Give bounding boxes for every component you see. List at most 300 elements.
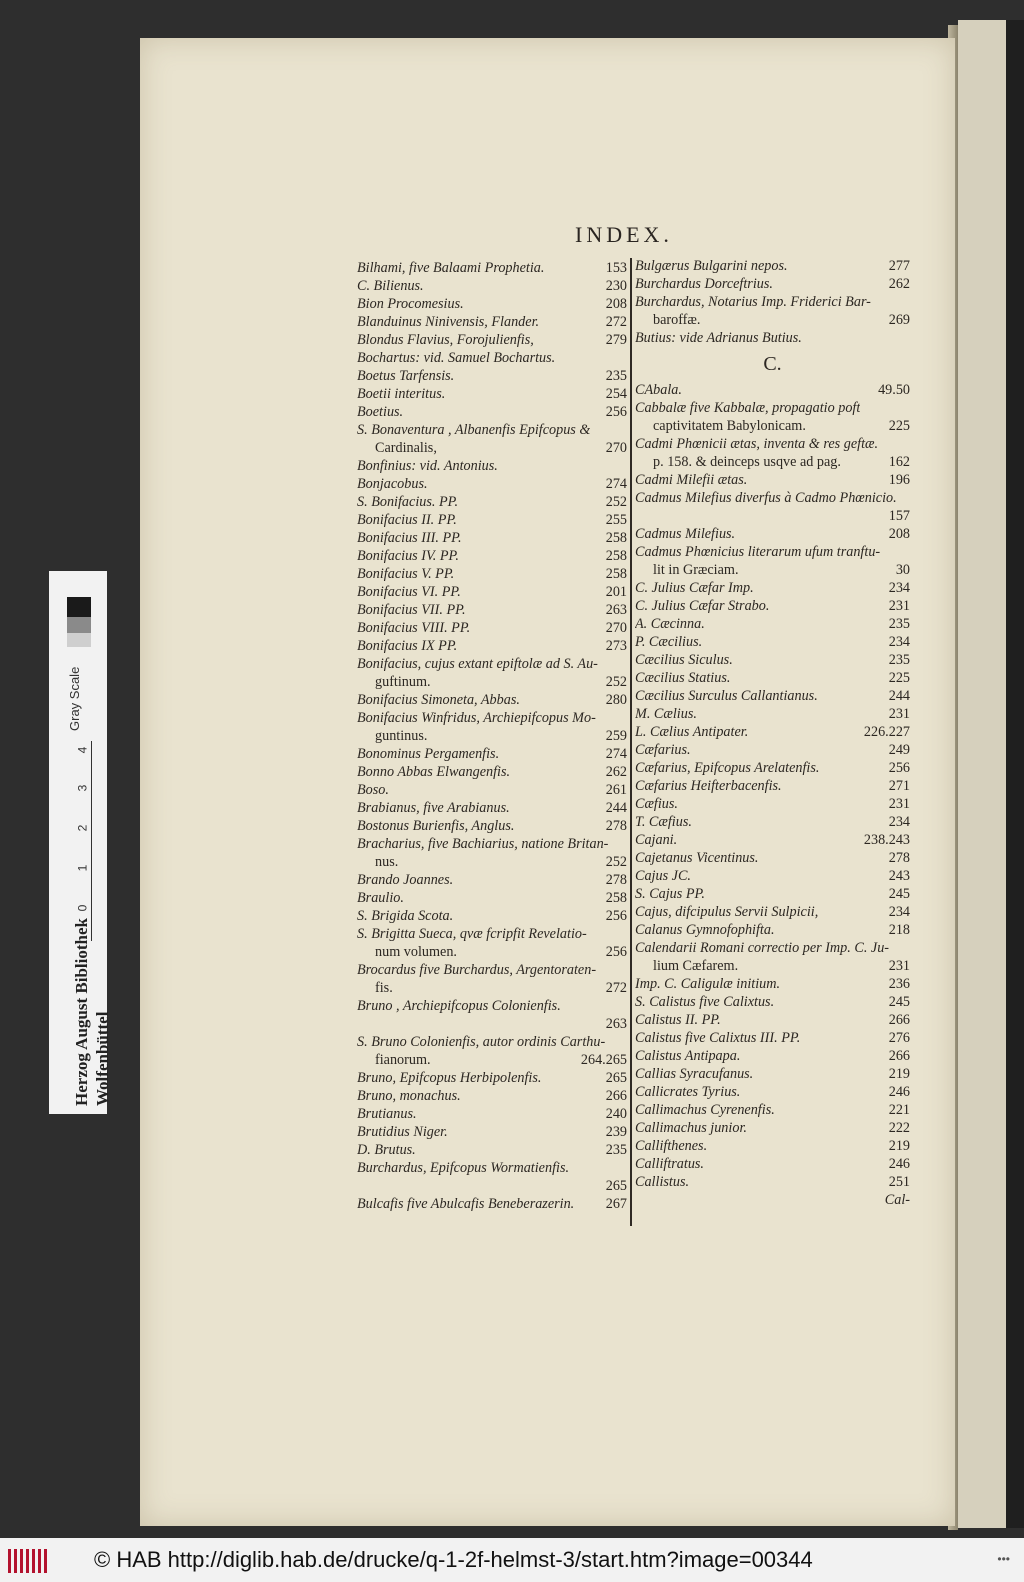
entry-page-number: 273 [605,638,627,654]
index-entry [635,831,910,849]
entry-page-number: 238.243 [863,832,910,848]
index-entry [357,691,627,709]
entry-page-number: 271 [888,778,910,794]
entry-page-number: 49.50 [878,382,910,398]
ruler-number: 0 [75,904,90,912]
entry-page-number: 235 [605,1142,627,1158]
index-entry [357,925,627,943]
entry-term: Braulio. [357,890,404,906]
entry-page-number: 244 [888,688,910,704]
entry-page-number: 267 [605,1196,627,1212]
entry-page-number: 279 [605,332,627,348]
entry-page-number: 272 [605,980,627,996]
entry-text: fis. [375,980,393,996]
ruler-number: 2 [75,824,90,832]
entry-term: Cadmi Phœnicii ætas, inventa & res geftæ. [635,436,879,452]
entry-term: Cadmus Milefius diverfus à Cadmo Phœnicio. [635,490,897,506]
index-entry [357,781,627,799]
entry-page-number: 263 [605,1016,627,1032]
entry-page-number: 196 [888,472,910,488]
entry-page-number: 259 [605,728,627,744]
index-entry [357,295,627,313]
gray-patch-mid [67,617,91,633]
entry-page-number: 264.265 [580,1052,627,1068]
index-entry [635,885,910,903]
page-title: INDEX. [575,222,673,247]
entry-page-number: 235 [888,616,910,632]
index-entry [357,1033,627,1051]
index-entry [635,399,910,417]
index-entry [357,601,627,619]
column-divider [630,258,632,1226]
entry-page-number: 234 [888,904,910,920]
entry-term: Calistus Antipapa. [635,1048,741,1064]
index-entry [357,1087,627,1105]
entry-text: lit in Græciam. [653,562,739,578]
index-entry [635,813,910,831]
entry-page-number: 277 [888,258,910,274]
entry-page-number: 266 [605,1088,627,1104]
entry-text: p. 158. & deinceps usqve ad pag. [653,454,841,470]
index-entry [635,1101,910,1119]
entry-page-number: 252 [605,854,627,870]
entry-term: Calliftratus. [635,1156,704,1172]
entry-page-number: 278 [605,818,627,834]
index-entry [635,257,910,275]
index-entry [635,633,910,651]
entry-page-number: 276 [888,1030,910,1046]
entry-page-number: 234 [888,634,910,650]
index-entry [635,1119,910,1137]
index-entry [635,1173,910,1191]
entry-page-number: 274 [605,746,627,762]
index-entry [635,381,910,399]
entry-text: guftinum. [375,674,431,690]
entry-page-number: 236 [888,976,910,992]
index-entry [357,511,627,529]
entry-term: Bion Procomesius. [357,296,464,312]
index-entry [357,475,627,493]
entry-term: Bruno, Epifcopus Herbipolenfis. [357,1070,542,1086]
entry-term: Callifthenes. [635,1138,708,1154]
entry-page-number: 231 [888,958,910,974]
entry-term: S. Cajus PP. [635,886,705,902]
index-entry [357,961,627,979]
entry-page-number: 246 [888,1084,910,1100]
entry-term: Cæfarius, Epifcopus Arelatenfis. [635,760,820,776]
index-entry [357,817,627,835]
entry-term: Cajetanus Vicentinus. [635,850,759,866]
entry-page-number: 230 [605,278,627,294]
entry-term: S. Bruno Colonienfis, autor ordinis Carthu- [357,1034,606,1050]
gray-patch-dark [67,597,91,617]
entry-page-number: 221 [888,1102,910,1118]
index-entry [357,907,627,925]
entry-term: Bochartus: vid. Samuel Bochartus. [357,350,556,366]
entry-term: Bonfinius: vid. Antonius. [357,458,498,474]
entry-term: Bracharius, five Bachiarius, natione Britan- [357,836,609,852]
entry-term: Bostonus Burienfis, Anglus. [357,818,515,834]
entry-page-number: 239 [605,1124,627,1140]
entry-page-number: 234 [888,814,910,830]
entry-term: Cadmus Phœnicius literarum ufum tranftu- [635,544,881,560]
entry-page-number: 222 [888,1120,910,1136]
entry-term: Brutianus. [357,1106,417,1122]
entry-page-number: 266 [888,1012,910,1028]
index-entry [357,313,627,331]
entry-page-number: 225 [888,670,910,686]
index-entry [357,421,627,439]
more-icon[interactable]: ••• [997,1552,1010,1566]
entry-term: Brutidius Niger. [357,1124,448,1140]
index-entry [357,997,627,1015]
entry-term: Brabianus, five Arabianus. [357,800,510,816]
entry-page-number: 270 [605,620,627,636]
entry-term: Cæcilius Siculus. [635,652,733,668]
entry-page-number: 256 [605,404,627,420]
entry-term: S. Brigida Scota. [357,908,454,924]
entry-page-number: 157 [888,508,910,524]
index-entry [357,277,627,295]
entry-term: Cadmus Milefius. [635,526,736,542]
entry-page-number: 270 [605,440,627,456]
entry-term: M. Cælius. [635,706,697,722]
entry-page-number: 262 [888,276,910,292]
entry-term: Bonifacius II. PP. [357,512,457,528]
entry-term: Boetii interitus. [357,386,446,402]
index-entry [635,1083,910,1101]
index-entry [357,619,627,637]
entry-term: Bonno Abbas Elwangenfis. [357,764,511,780]
entry-page-number: 251 [888,1174,910,1190]
index-entry [357,385,627,403]
entry-page-number: 266 [888,1048,910,1064]
gray-scale-label: Gray Scale [67,666,82,731]
index-entry [635,993,910,1011]
entry-term: Bulcafis five Abulcafis Beneberazerin. [357,1196,575,1212]
entry-term: Calistus II. PP. [635,1012,721,1028]
entry-term: Boetius. [357,404,404,420]
index-entry [357,835,627,853]
entry-page-number: 258 [605,530,627,546]
entry-term: Callimachus junior. [635,1120,747,1136]
entry-page-number: 278 [888,850,910,866]
entry-continuation [357,673,627,691]
entry-term: Bonifacius VIII. PP. [357,620,471,636]
index-entry [635,543,910,561]
entry-term: Bonifacius Winfridus, Archiepifcopus Mo- [357,710,596,726]
entry-page-number: 256 [605,908,627,924]
entry-page-number: 225 [888,418,910,434]
entry-continuation [357,1051,627,1069]
index-entry [635,1029,910,1047]
entry-term: Cæfarius Heifterbacenfis. [635,778,782,794]
entry-term: Cæfarius. [635,742,691,758]
index-entry [635,1011,910,1029]
entry-term: Callias Syracufanus. [635,1066,754,1082]
index-entry [635,1155,910,1173]
entry-term: Cajani. [635,832,678,848]
entry-term: C. Bilienus. [357,278,424,294]
entry-term: S. Calistus five Calixtus. [635,994,775,1010]
index-entry [635,1047,910,1065]
entry-term: Burchardus Dorceftrius. [635,276,773,292]
entry-continuation [357,727,627,745]
entry-page-number: 235 [888,652,910,668]
index-entry [357,889,627,907]
index-column-right [635,257,910,1209]
entry-term: Cæfius. [635,796,678,812]
index-entry [635,741,910,759]
index-entry [635,795,910,813]
entry-page-number: 219 [888,1138,910,1154]
entry-page-number: 231 [888,598,910,614]
entry-page-number: 231 [888,706,910,722]
entry-page-number: 201 [605,584,627,600]
entry-continuation [635,311,910,329]
entry-term: S. Bonaventura , Albanenfis Epifcopus & [357,422,591,438]
entry-term: Bonifacius IV. PP. [357,548,459,564]
entry-text: fianorum. [375,1052,431,1068]
index-entry [635,921,910,939]
entry-term: Bonifacius V. PP. [357,566,455,582]
ruler-number: 1 [75,864,90,872]
entry-term: S. Brigitta Sueca, qvæ fcripfit Revelatio- [357,926,587,942]
entry-continuation [635,417,910,435]
entry-page-number: 231 [888,796,910,812]
entry-term: Boso. [357,782,389,798]
entry-term: L. Cælius Antipater. [635,724,749,740]
entry-term: Calanus Gymnofophifta. [635,922,775,938]
index-entry [635,1065,910,1083]
entry-term: Boetus Tarfensis. [357,368,455,384]
index-entry [635,471,910,489]
index-entry [357,547,627,565]
entry-page-number: 245 [888,994,910,1010]
index-entry [635,687,910,705]
entry-page-number: 244 [605,800,627,816]
entry-continuation [635,957,910,975]
entry-text: num volumen. [375,944,457,960]
entry-page-number: 278 [605,872,627,888]
index-entry [357,1159,627,1177]
index-entry [635,275,910,293]
entry-term: S. Bonifacius. PP. [357,494,459,510]
entry-term: Bonominus Pergamenfis. [357,746,500,762]
entry-term: Burchardus, Notarius Imp. Friderici Bar- [635,294,871,310]
index-entry [357,529,627,547]
entry-text: baroffæ. [653,312,701,328]
entry-continuation [357,979,627,997]
entry-term: Bilhami, five Balaami Prophetia. [357,260,545,276]
entry-page-number: 208 [888,526,910,542]
index-entry [635,615,910,633]
index-entry [635,867,910,885]
entry-page-number: 262 [605,764,627,780]
index-entry [635,903,910,921]
index-entry [635,329,910,347]
index-entry [357,799,627,817]
entry-term: Imp. C. Caligulæ initium. [635,976,781,992]
entry-page-number: 265 [605,1178,627,1194]
entry-term: Brando Joannes. [357,872,454,888]
entry-term: Cabbalæ five Kabbalæ, propagatio poft [635,400,861,416]
entry-term: Bonifacius VI. PP. [357,584,461,600]
section-letter: C. [763,353,782,375]
entry-term: Bonifacius VII. PP. [357,602,466,618]
entry-page-number: 258 [605,566,627,582]
entry-page-number: 162 [888,454,910,470]
index-entry [357,763,627,781]
entry-page-number: 246 [888,1156,910,1172]
index-entry [357,403,627,421]
entry-term: CAbala. [635,382,682,398]
index-entry [357,259,627,277]
entry-continuation [635,453,910,471]
entry-term: Butius: vide Adrianus Butius. [635,330,802,346]
entry-term: T. Cæfius. [635,814,692,830]
entry-text: captivitatem Babylonicam. [653,418,806,434]
entry-term: Bulgærus Bulgarini nepos. [635,258,788,274]
index-entry [357,1141,627,1159]
hab-logo-icon [6,1545,58,1575]
entry-term: Bonifacius III. PP. [357,530,462,546]
catchword: Cal- [884,1192,910,1208]
entry-term: Callicrates Tyrius. [635,1084,741,1100]
entry-term: C. Julius Cæfar Imp. [635,580,754,596]
index-entry [357,745,627,763]
entry-term: Bonifacius, cujus extant epiftolæ ad S. Au- [357,656,598,672]
index-entry [635,525,910,543]
index-entry [357,367,627,385]
index-entry [357,457,627,475]
ruler-number: 4 [75,746,90,754]
index-entry [357,871,627,889]
index-entry [635,1137,910,1155]
entry-term: Bruno, monachus. [357,1088,461,1104]
index-entry [635,293,910,311]
index-entry [357,583,627,601]
entry-page-number: 243 [888,868,910,884]
entry-term: Bonifacius Simoneta, Abbas. [357,692,520,708]
index-entry [357,331,627,349]
entry-term: D. Brutus. [357,1142,416,1158]
index-entry [357,709,627,727]
entry-page-number: 265 [605,1070,627,1086]
entry-page-number: 235 [605,368,627,384]
index-entry [357,349,627,367]
entry-page-number: 255 [605,512,627,528]
entry-page-number: 256 [888,760,910,776]
entry-term: A. Cæcinna. [635,616,705,632]
entry-term: Cadmi Milefii ætas. [635,472,748,488]
entry-term: Callistus. [635,1174,690,1190]
entry-term: Blanduinus Ninivensis, Flander. [357,314,540,330]
entry-term: Burchardus, Epifcopus Wormatienfis. [357,1160,570,1176]
entry-term: Bruno , Archiepifcopus Colonienfis. [357,998,561,1014]
entry-page-number: 258 [605,548,627,564]
entry-page-number: 252 [605,674,627,690]
entry-term: Bonjacobus. [357,476,428,492]
entry-term: Cajus, difcipulus Servii Sulpicii, [635,904,819,920]
ruler [91,741,100,941]
entry-page-number: 218 [888,922,910,938]
library-name: Herzog August Bibliothek [72,918,91,1106]
entry-term: P. Cæcilius. [635,634,703,650]
entry-text: guntinus. [375,728,428,744]
library-city: Wolfenbüttel [93,1011,112,1106]
index-entry [635,759,910,777]
source-url[interactable]: © HAB http://diglib.hab.de/drucke/q-1-2f-helmst-3/start.htm?image=00344 [94,1547,813,1572]
entry-continuation [357,853,627,871]
index-entry [357,637,627,655]
footer-bar [0,1538,1024,1582]
entry-term: Blondus Flavius, Forojulienfis, [357,332,534,348]
ruler-number: 3 [75,784,90,792]
entry-page-number: 249 [888,742,910,758]
index-entry [357,1105,627,1123]
entry-page-number: 280 [605,692,627,708]
entry-page-number: 261 [605,782,627,798]
entry-page-number: 256 [605,944,627,960]
gray-patch-light [67,633,91,647]
entry-text: nus. [375,854,399,870]
entry-term: Callimachus Cyrenenfis. [635,1102,775,1118]
index-entry [357,1123,627,1141]
entry-term: Brocardus five Burchardus, Argentoraten- [357,962,597,978]
entry-page-number: 258 [605,890,627,906]
entry-term: C. Julius Cæfar Strabo. [635,598,770,614]
entry-continuation [357,439,627,457]
index-entry [357,1069,627,1087]
entry-page-number: 254 [605,386,627,402]
entry-page-number: 208 [605,296,627,312]
index-entry [635,669,910,687]
entry-term: Calendarii Romani correctio per Imp. C. Ju- [635,940,890,956]
entry-page-number: 272 [605,314,627,330]
entry-page-number: 153 [605,260,627,276]
index-entry [635,489,910,507]
entry-term: Cæcilius Surculus Callantianus. [635,688,818,704]
index-column-left [357,259,627,1213]
index-entry [357,493,627,511]
entry-continuation [357,943,627,961]
index-entry [635,597,910,615]
entry-term: Bonifacius IX PP. [357,638,458,654]
entry-page-number: 252 [605,494,627,510]
index-entry [635,975,910,993]
entry-page-number: 245 [888,886,910,902]
index-entry [357,655,627,673]
entry-text: Cardinalis, [375,440,437,456]
entry-page-number: 219 [888,1066,910,1082]
index-entry [635,849,910,867]
entry-page-number: 263 [605,602,627,618]
index-entry [635,705,910,723]
index-entry [357,565,627,583]
entry-page-number: 30 [895,562,910,578]
entry-page-number: 240 [605,1106,627,1122]
entry-page-number: 234 [888,580,910,596]
index-entry [635,435,910,453]
index-entry [635,651,910,669]
entry-page-number: 274 [605,476,627,492]
entry-term: Cæcilius Statius. [635,670,731,686]
entry-continuation [635,561,910,579]
entry-term: Cajus JC. [635,868,691,884]
entry-page-number: 269 [888,312,910,328]
index-entry [635,939,910,957]
